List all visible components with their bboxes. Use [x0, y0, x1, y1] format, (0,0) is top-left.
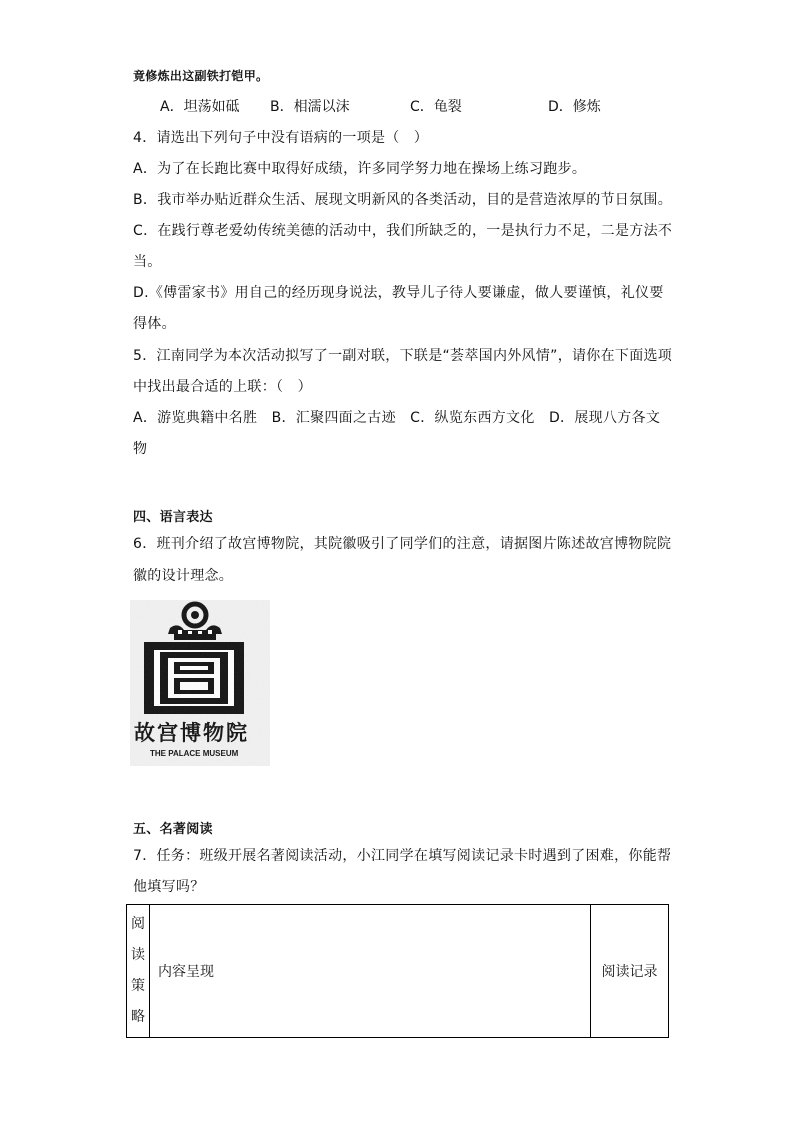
q7-stem-cont: 他填写吗？ [133, 879, 205, 895]
q5-stem: 5．江南同学为本次活动拟写了一副对联，下联是“荟萃国内外风情”，请你在下面选项 [133, 348, 673, 364]
content-header: 内容呈现 [150, 905, 591, 1038]
q3-option-b: B．相濡以沫 [270, 99, 350, 115]
header-char: 读 [131, 947, 145, 963]
q3-option-d: D．修炼 [548, 99, 601, 115]
header-char: 略 [131, 1009, 145, 1025]
q4-option-c-cont: 当。 [133, 254, 162, 270]
table-row [127, 905, 669, 1038]
reading-record-table [126, 904, 669, 1038]
q5-options-cont: 物 [133, 441, 148, 457]
q4-option-a: A．为了在长跑比赛中取得好成绩，许多同学努力地在操场上练习跑步。 [133, 161, 587, 177]
header-char: 阅 [131, 916, 145, 932]
reading-strategy-header [127, 905, 150, 1038]
q3-option-a: A．坦荡如砥 [160, 99, 240, 115]
q5-options: A．游览典籍中名胜 B．汇聚四面之古迹 C．纵览东西方文化 D．展现八方各文 [133, 410, 661, 426]
q4-option-c: C．在践行尊老爱幼传统美德的活动中，我们所缺乏的，一是执行力不足，二是方法不 [133, 223, 673, 239]
q6-stem: 6．班刊介绍了故宫博物院，其院徽吸引了同学们的注意，请据图片陈述故宫博物院院 [133, 536, 672, 552]
text-line: 竟修炼出这副铁打铠甲。 [133, 69, 269, 83]
section-heading: 五、名著阅读 [133, 822, 213, 837]
q4-option-d: D.《傅雷家书》用自己的经历现身说法，教导儿子待人要谦虚，做人要谨慎，礼仪要 [133, 285, 664, 301]
record-header: 阅读记录 [591, 905, 669, 1038]
header-char: 策 [131, 978, 145, 994]
q5-stem-cont: 中找出最合适的上联：（ ） [133, 379, 312, 395]
palace-museum-emblem-icon [130, 600, 270, 766]
q3-option-c: C．龟裂 [410, 99, 462, 115]
q4-option-b: B．我市举办贴近群众生活、展现文明新风的各类活动，目的是营造浓厚的节日氛围。 [133, 192, 673, 208]
q4-option-d-cont: 得体。 [133, 316, 176, 332]
palace-museum-logo [130, 600, 270, 766]
q4-stem: 4．请选出下列句子中没有语病的一项是（ ） [133, 130, 429, 146]
section-heading: 四、语言表达 [133, 510, 213, 525]
q6-stem-cont: 徽的设计理念。 [133, 568, 234, 584]
q7-stem: 7．任务：班级开展名著阅读活动，小江同学在填写阅读记录卡时遇到了困难，你能帮 [133, 848, 672, 864]
